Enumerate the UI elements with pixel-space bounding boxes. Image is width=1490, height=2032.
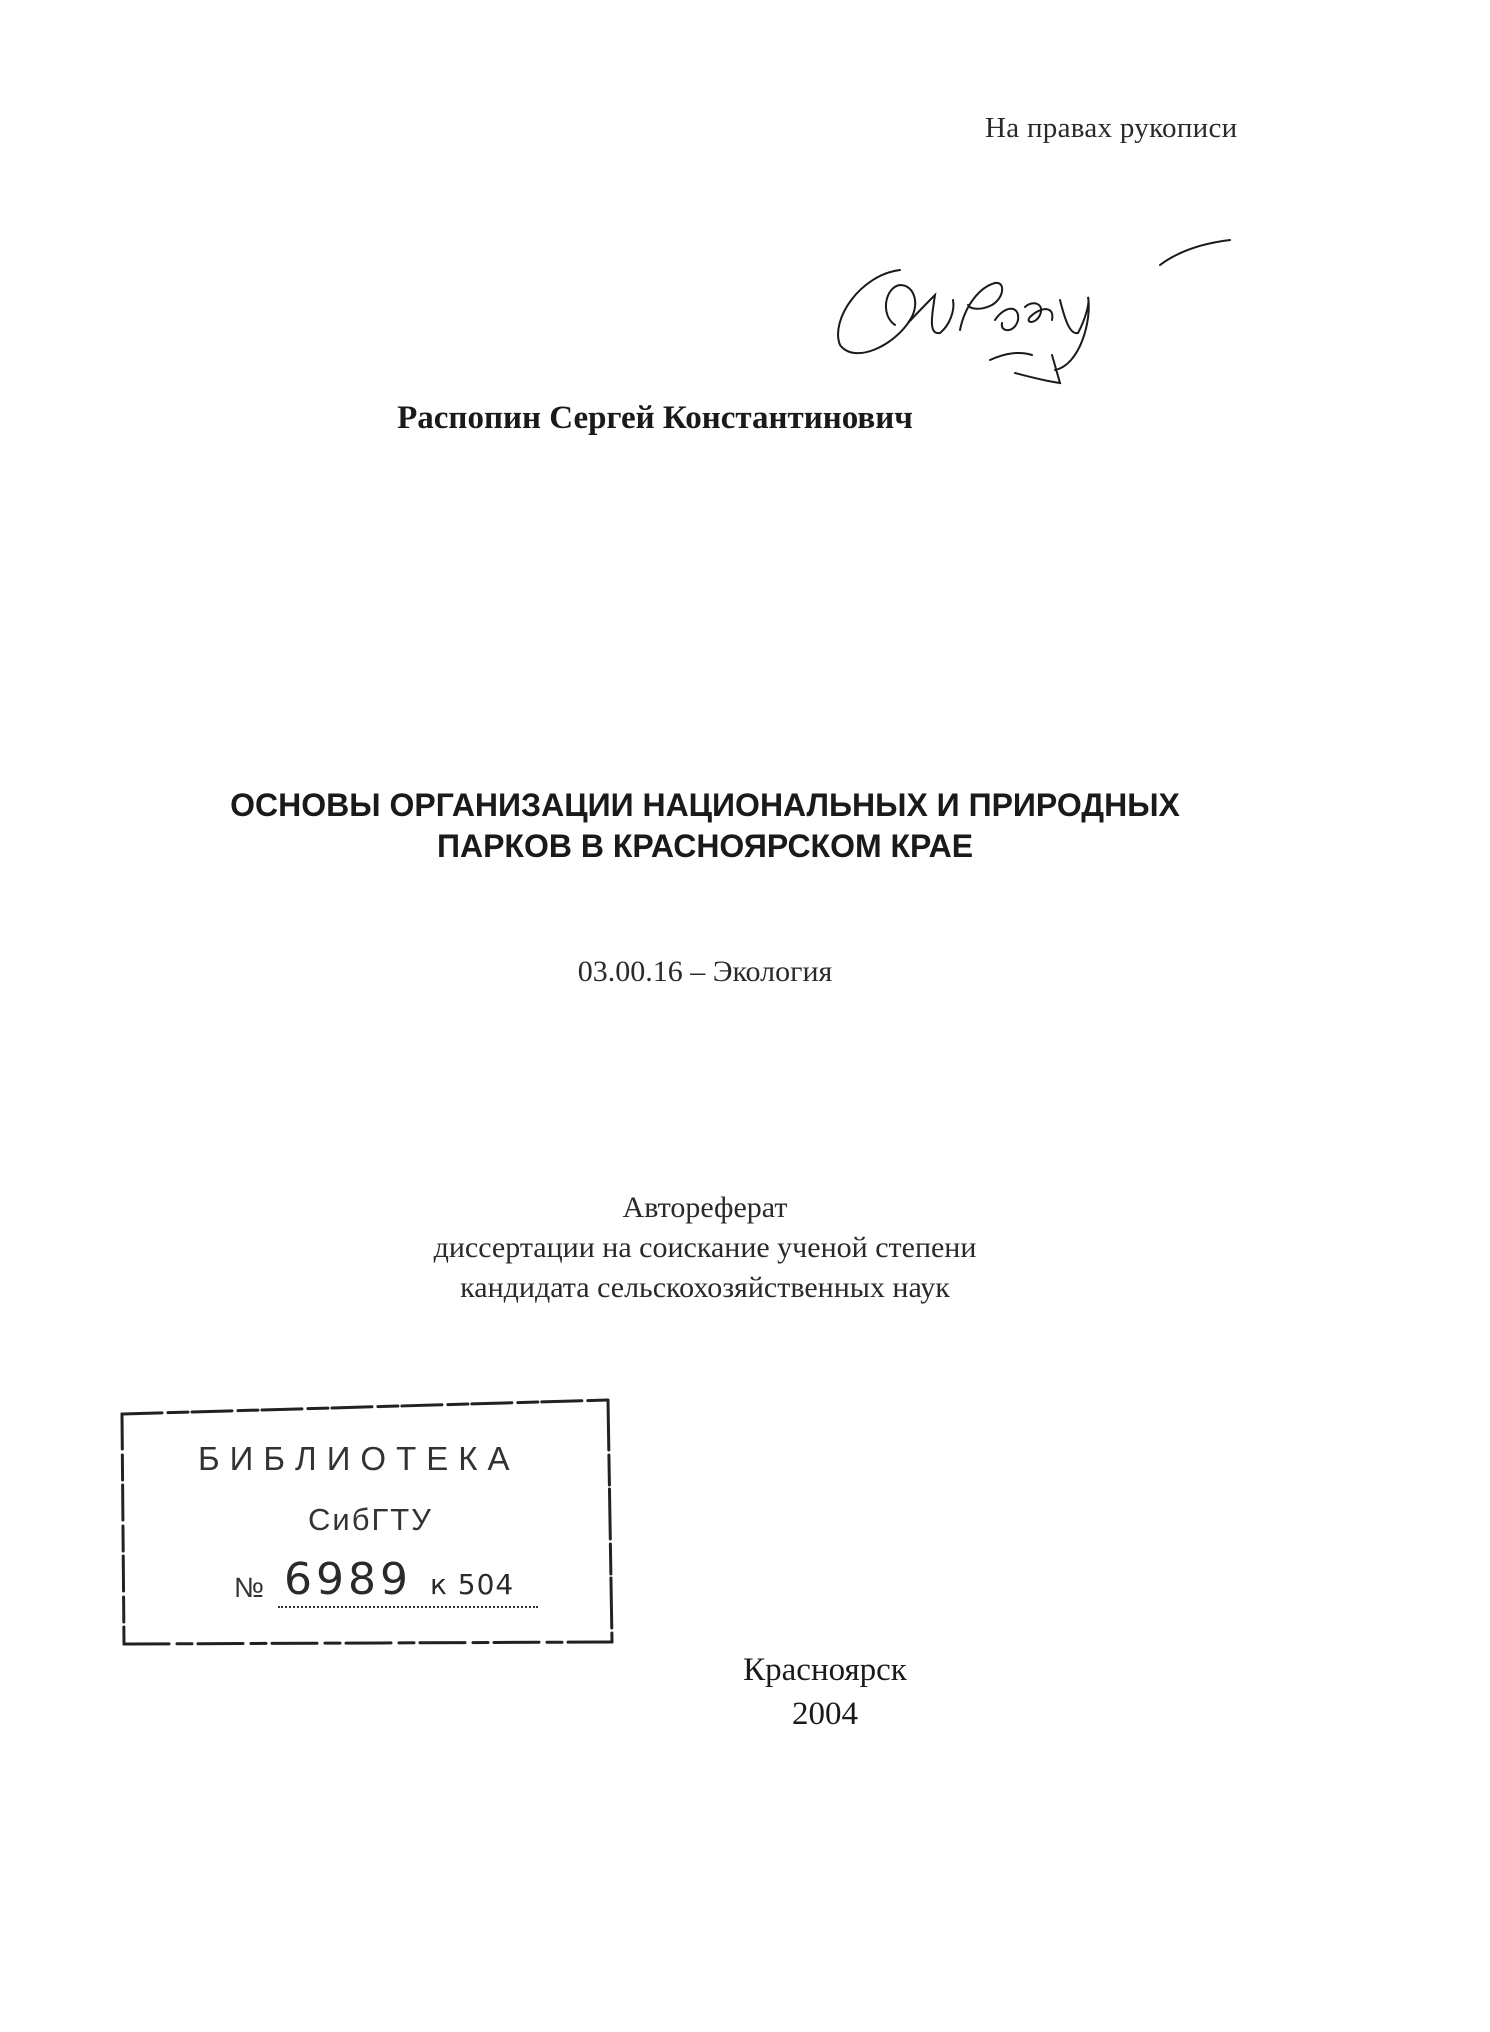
stamp-number	[284, 1554, 514, 1605]
publication-year: 2004	[792, 1696, 858, 1732]
stamp-number-underline	[278, 1606, 538, 1608]
abstract-description	[0, 1188, 1490, 1308]
specialty-code: 03.00.16 – Экология	[577, 955, 833, 988]
thesis-title	[0, 785, 1490, 867]
rights-note: На правах рукописи	[985, 112, 1238, 144]
author-name: Распопин Сергей Константинович	[397, 400, 913, 436]
abstract-line-3: кандидата сельскохозяйственных наук	[460, 1271, 950, 1304]
stamp-number-suffix: к 504	[429, 1568, 515, 1601]
abstract-line-1: Автореферат	[622, 1191, 788, 1224]
thesis-title-line-1: ОСНОВЫ ОРГАНИЗАЦИИ НАЦИОНАЛЬНЫХ И ПРИРОДНЫХ	[230, 787, 1180, 823]
library-stamp	[118, 1392, 618, 1650]
publication-place	[0, 1648, 1490, 1736]
stamp-number-value: 6989	[284, 1554, 412, 1605]
city-name: Красноярск	[743, 1652, 907, 1688]
stamp-library-name: СибГТУ	[308, 1502, 433, 1537]
stamp-title: БИБЛИОТЕКА	[198, 1440, 520, 1477]
abstract-line-2: диссертации на соискание ученой степени	[433, 1231, 977, 1264]
thesis-title-line-2: ПАРКОВ В КРАСНОЯРСКОМ КРАЕ	[436, 828, 974, 864]
author-signature	[820, 225, 1240, 395]
stamp-number-prefix: №	[234, 1572, 265, 1603]
